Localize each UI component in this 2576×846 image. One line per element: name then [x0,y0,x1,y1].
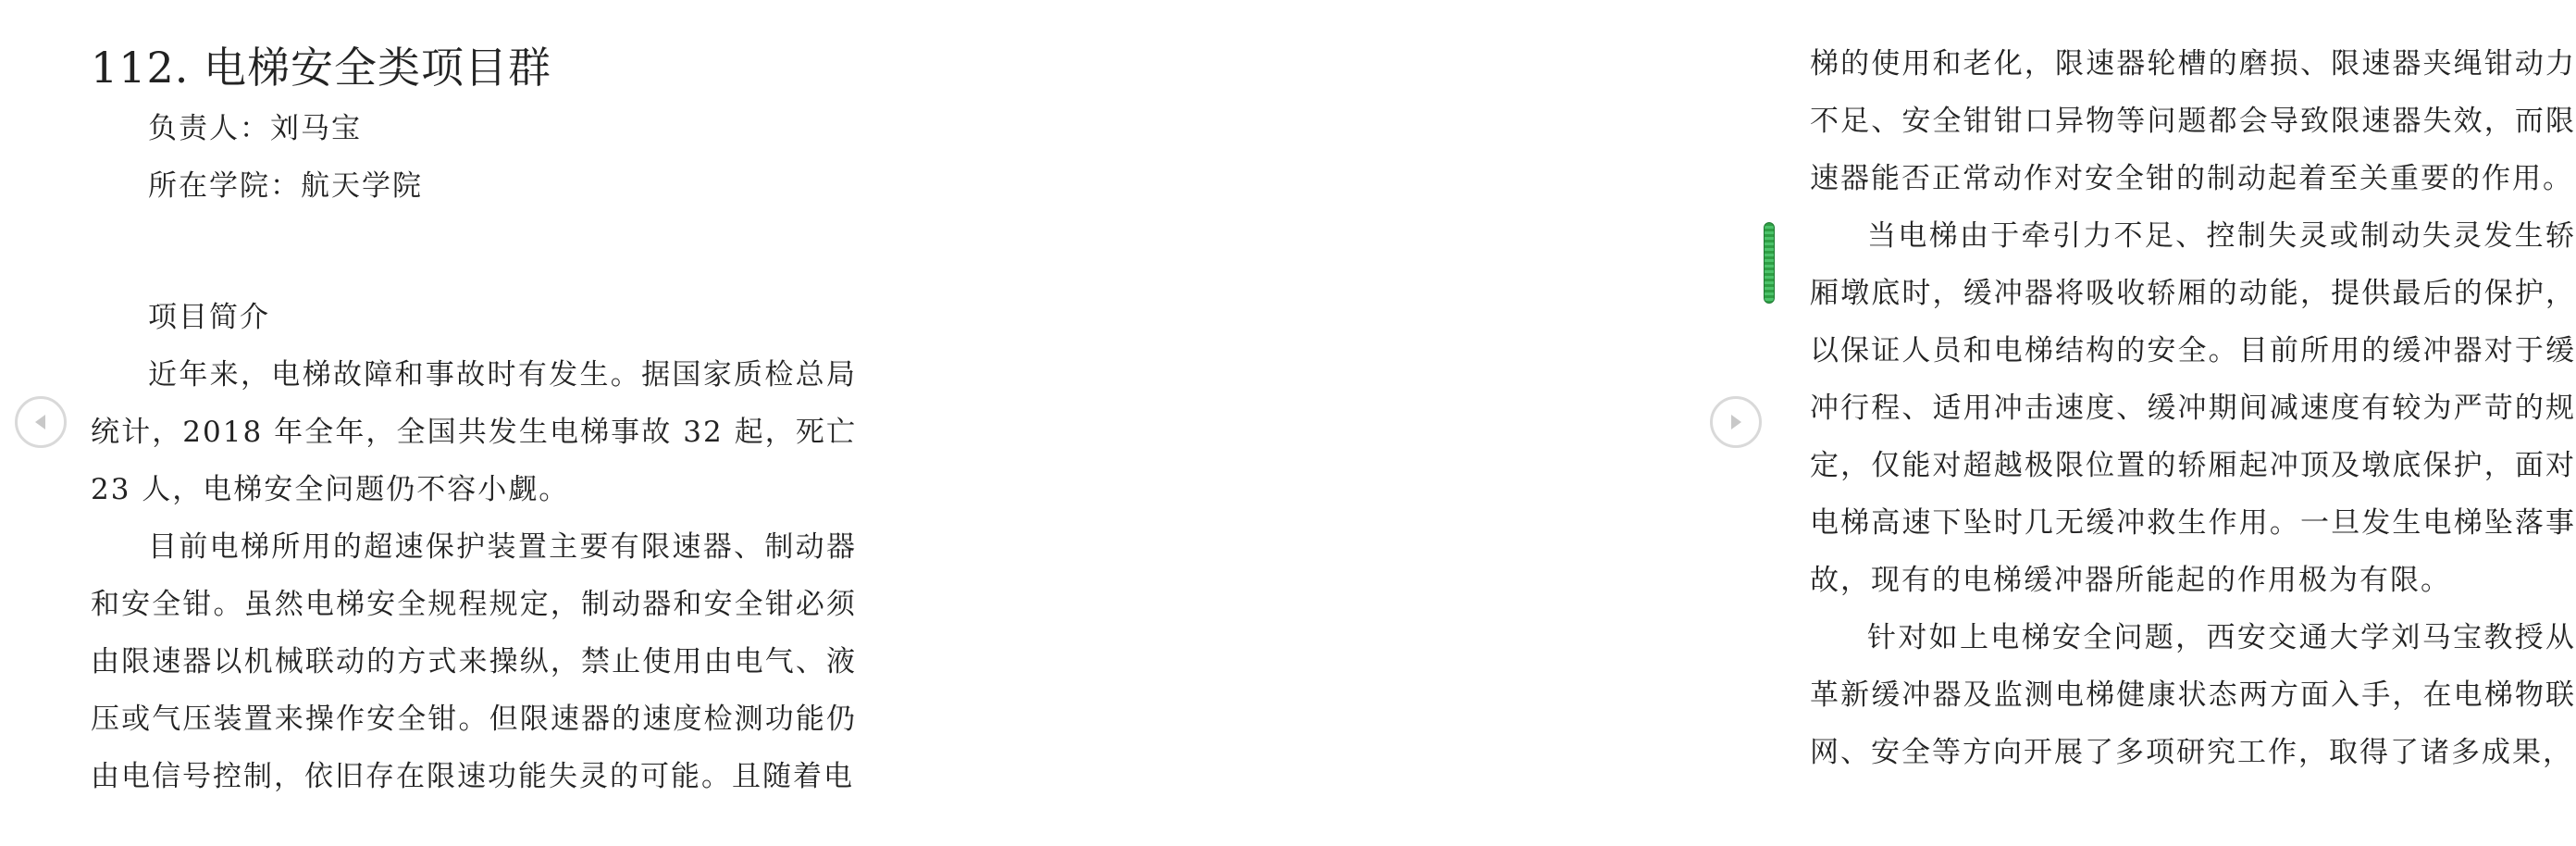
next-page-button[interactable] [1710,396,1762,448]
project-leader: 负责人：刘马宝 [148,112,362,145]
prev-page-button[interactable] [15,396,67,448]
scrollbar-thumb[interactable] [1764,222,1775,304]
project-title: 112. 电梯安全类项目群 [91,43,552,93]
paragraph-4: 针对如上电梯安全问题，西安交通大学刘马宝教授从革新缓冲器及监测电梯健康状态两方面入手，在电梯物联网、安全等方向开展了多项研究工作，取得了诸多成果， [1810,621,2576,769]
paragraph-3: 当电梯由于牵引力不足、控制失灵或制动失灵发生轿厢墩底时，缓冲器将吸收轿厢的动能，提供最后的保护，以保证人员和电梯结构的安全。目前所用的缓冲器对于缓冲行程、适用冲击速度、缓冲期间减速度有较为严苛的规定，仅能对超越极限位置的轿厢起冲顶及墩底保护，面对电梯高速下坠时几无缓冲救生作用。一旦发生电梯坠落事故，现有的电梯缓冲器所能起的作用极为有限。 [1810,219,2576,597]
paragraph-1: 近年来，电梯故障和事故时有发生。据国家质检总局统计，2018 年全年，全国共发生电梯事故 32 起，死亡 23 人，电梯安全问题仍不容小觑。 [91,358,857,506]
right-page [888,0,2576,846]
paragraph-2: 目前电梯所用的超速保护装置主要有限速器、制动器和安全钳。虽然电梯安全规程规定，制动器和安全钳必须由限速器以机械联动的方式来操纵，禁止使用由电气、液压或气压装置来操作安全钳。但限速器的速度检测功能仍由电信号控制，依旧存在限速功能失灵的可能。且随着电 [91,530,857,793]
spacer [91,215,857,289]
section-heading: 项目简介 [148,301,270,334]
left-page-content [91,35,857,805]
chevron-left-icon [30,411,52,433]
chevron-right-icon [1725,411,1747,433]
project-college: 所在学院：航天学院 [148,169,423,203]
right-page-content [1810,35,2576,781]
left-page [0,0,888,846]
continuation-paragraph: 梯的使用和老化，限速器轮槽的磨损、限速器夹绳钳动力不足、安全钳钳口异物等问题都会导致限速器失效，而限速器能否正常动作对安全钳的制动起着至关重要的作用。 [1810,47,2576,195]
